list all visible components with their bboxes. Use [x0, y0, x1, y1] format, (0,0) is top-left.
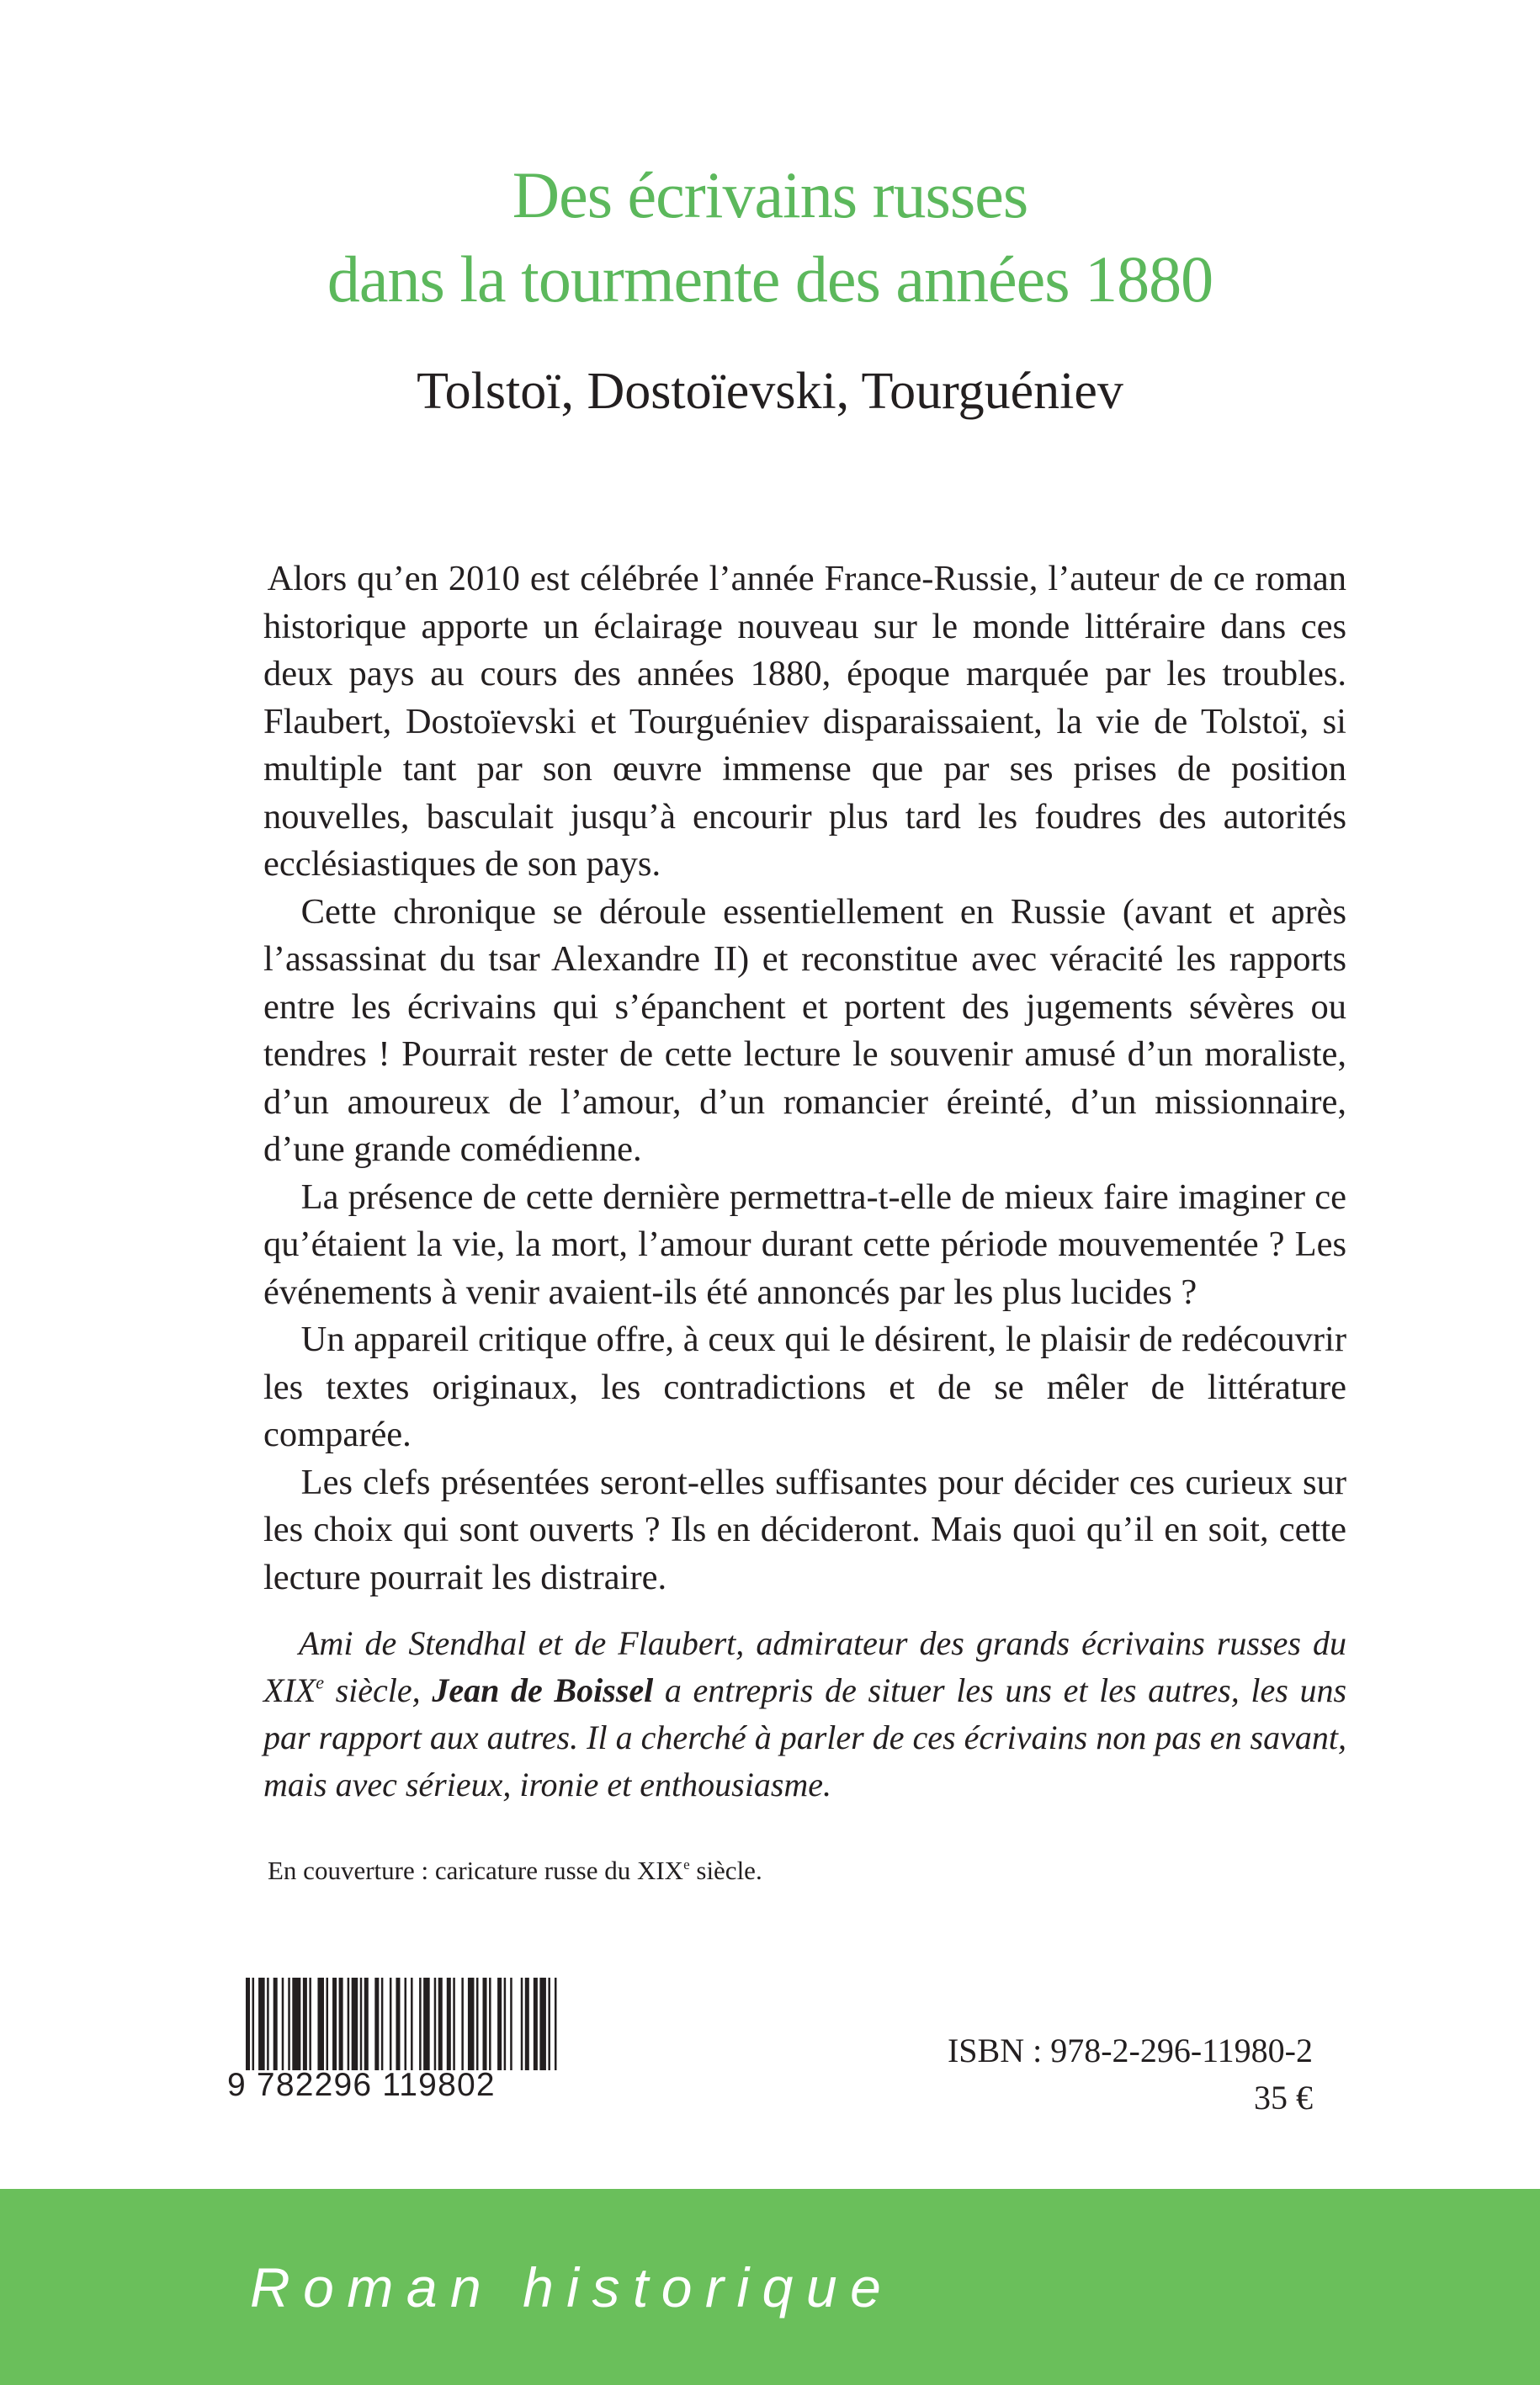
blurb-paragraph-2: Cette chronique se déroule essentiellement en Russie (avant et après l’assassinat du tsar Alexandre II) et reconstitue avec véracité les rapports entre les écrivains qui s’épanchent et portent des jugements sévères ou tendres ! Pourrait rester de cette lecture le souvenir amusé d’un moraliste, d’un amoureux de l’amour, d’un romancier éreinté, d’un missionnaire, d’une grande comédienne. — [263, 891, 1346, 1169]
barcode-bar — [339, 1978, 343, 2070]
genre-label: Roman historique — [250, 2256, 895, 2319]
barcode-bar — [453, 1978, 455, 2070]
barcode-bar — [292, 1978, 300, 2070]
cover-credit — [268, 1854, 762, 1888]
barcode-bar — [332, 1978, 337, 2070]
barcode-bar — [364, 1978, 369, 2070]
barcode-bar — [419, 1978, 422, 2070]
author-bio — [263, 1620, 1346, 1809]
barcode-bar — [539, 1978, 546, 2070]
barcode-bar — [390, 1978, 392, 2070]
blurb-paragraph-5: Les clefs présentées seront-elles suffisantes pour décider ces curieux sur les choix qui sont ouverts ? Ils en décideront. Mais quoi qu’il en soit, cette lecture pourrait les distraire. — [263, 1462, 1346, 1597]
cover-credit-text-1: En couverture : caricature russe du XIX — [268, 1856, 684, 1885]
barcode-bar — [504, 1978, 507, 2070]
barcode-bar — [555, 1978, 557, 2070]
title-line-1: Des écrivains russes — [512, 158, 1028, 231]
barcode-bar — [434, 1978, 437, 2070]
barcode-bar — [405, 1978, 407, 2070]
barcode-bar — [534, 1978, 538, 2070]
author-bio-text-2: siècle, — [323, 1671, 433, 1709]
barcode-bar — [525, 1978, 529, 2070]
barcode-bar — [483, 1978, 487, 2070]
barcode-bar — [374, 1978, 379, 2070]
barcode-bar — [461, 1978, 464, 2070]
barcode-bar — [497, 1978, 502, 2070]
barcode-bar — [447, 1978, 451, 2070]
blurb-paragraph-3: La présence de cette dernière permettra-t-elle de mieux faire imaginer ce qu’étaient la vie, la mort, l’amour durant cette période mouvementée ? Les événements à venir avaient-ils été annoncés par les plus lucides ? — [263, 1177, 1346, 1312]
author-name: Jean de Boissel — [432, 1671, 654, 1709]
barcode-digits: 9 782296 119802 — [227, 2067, 496, 2103]
isbn: ISBN : 978-2-296-11980-2 — [947, 2032, 1313, 2069]
barcode-bar — [548, 1978, 550, 2070]
author-bio-paragraph — [263, 1620, 1346, 1809]
price: 35 € — [1254, 2079, 1313, 2117]
barcode-bar — [327, 1978, 329, 2070]
barcode-bar — [309, 1978, 311, 2070]
barcode-bar — [411, 1978, 413, 2070]
barcode-bar — [252, 1978, 255, 2070]
barcode-bars — [246, 1978, 559, 2070]
barcode-bar — [396, 1978, 400, 2070]
century-superscript: e — [316, 1671, 324, 1693]
blurb-paragraph-1: Alors qu’en 2010 est célébrée l’année France-Russie, l’auteur de ce roman historique apporte un éclairage nouveau sur le monde littéraire dans ces deux pays au cours des années 1880, époque marquée par les troubles. Flaubert, Dostoïevski et Tourguéniev disparaissaient, la vie de Tolstoï, si multiple tant par son œuvre immense que par ses prises de position nouvelles, basculait jusqu’à encourir plus tard les foudres des autorités ecclésiastiques de son pays. — [263, 559, 1346, 884]
barcode-bar — [510, 1978, 512, 2070]
barcode — [227, 1978, 572, 2104]
barcode-bar — [352, 1978, 358, 2070]
barcode-bar — [288, 1978, 290, 2070]
cover-credit-text-2: siècle. — [689, 1856, 762, 1885]
genre-band — [0, 2189, 1540, 2385]
author-bio-text-1: Ami de Stendhal et de Flaubert, admirateur des grands écrivains russes du XIX — [263, 1624, 1346, 1709]
barcode-bar — [521, 1978, 523, 2070]
barcode-bar — [360, 1978, 363, 2070]
barcode-bar — [468, 1978, 475, 2070]
barcode-bar — [438, 1978, 443, 2070]
barcode-bar — [423, 1978, 430, 2070]
barcode-bar — [273, 1978, 278, 2070]
barcode-bar — [282, 1978, 284, 2070]
barcode-bar — [317, 1978, 324, 2070]
blurb-paragraph-4: Un appareil critique offre, à ceux qui le désirent, le plaisir de redécouvrir les textes originaux, les contradictions et de se mêler de littérature comparée. — [263, 1320, 1346, 1454]
barcode-bar — [381, 1978, 384, 2070]
book-subtitle: Tolstoï, Dostoïevski, Tourguéniev — [417, 363, 1123, 420]
barcode-bar — [489, 1978, 491, 2070]
barcode-bar — [303, 1978, 307, 2070]
cover-credit-superscript: e — [683, 1856, 690, 1873]
book-title — [126, 153, 1414, 321]
blurb — [263, 555, 1346, 1602]
barcode-bar — [246, 1978, 250, 2070]
barcode-bar — [258, 1978, 265, 2070]
author-bio-text-3: a entrepris de situer les uns et les autres, les uns par rapport aux autres. Il a cherché à parler de ces écrivains non pas en savant, mais avec sérieux, ironie et enthousiasme. — [263, 1671, 1347, 1803]
barcode-bar — [348, 1978, 350, 2070]
barcode-bar — [476, 1978, 479, 2070]
title-line-2: dans la tourmente des années 1880 — [327, 242, 1213, 316]
barcode-bar — [267, 1978, 269, 2070]
